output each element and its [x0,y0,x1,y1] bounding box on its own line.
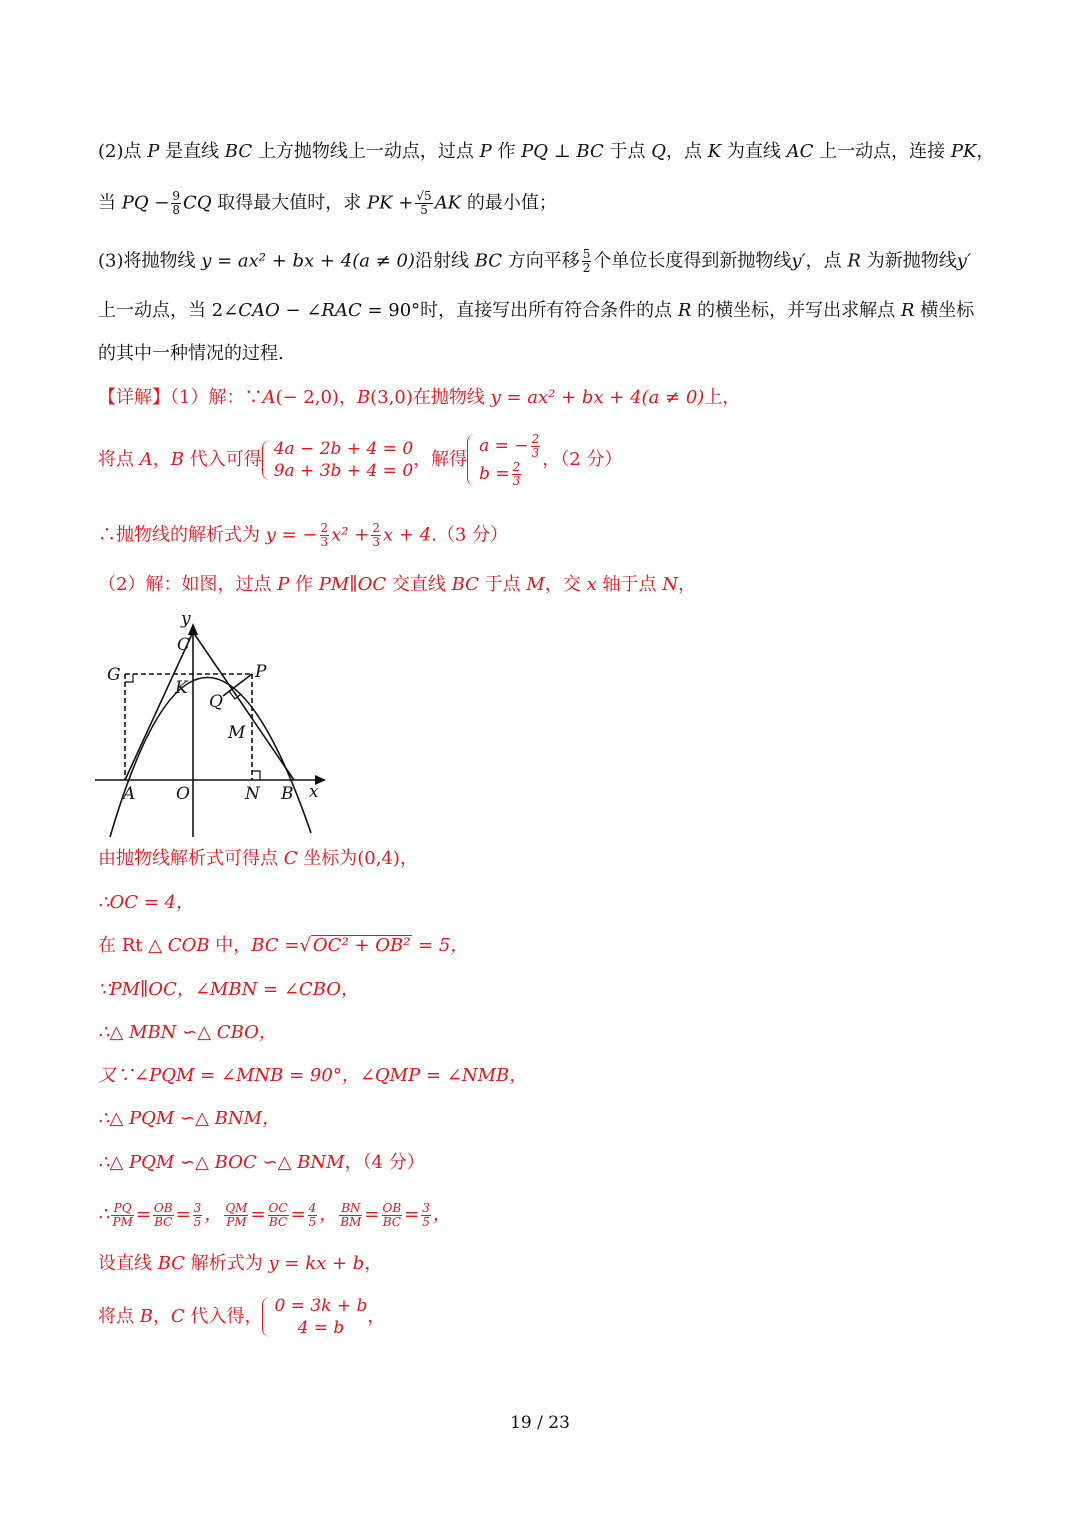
right-angle-n [252,771,260,780]
text: ，（4 分） [344,1152,425,1173]
numerator: 2 [320,521,329,535]
math: PQ − [121,192,170,214]
problem-part3-line2 [98,298,974,324]
numerator: OC [268,1200,288,1215]
equals: = [175,1204,191,1225]
text: ， [367,1306,386,1327]
math: CAO [238,300,280,321]
label-c: C [177,635,191,655]
math: M [526,574,545,595]
text: 方向平移 [502,250,580,272]
text: 于点 [603,141,652,162]
equation-row: 0 = 3k + b [274,1296,368,1316]
math: K [707,141,722,162]
solution-line-6: ∴OC = 4， [98,892,194,913]
math: y = − [265,524,318,546]
math: ∴△ PQM ∽△ BOC ∽△ BNM [98,1152,345,1173]
math: R [677,300,692,321]
brace [262,1297,271,1337]
math: = 5， [412,935,469,956]
brace [467,434,476,486]
math: BC [224,141,253,162]
text: .（3 分） [431,524,509,546]
math: PK + [367,192,414,214]
denominator: 8 [172,203,181,217]
fraction [308,1202,318,1229]
text: 于点 [478,574,527,595]
math: N [662,574,678,595]
solution-line-8: ∵PM∥OC，∠MBN = ∠CBO， [98,979,360,1000]
text: ∴ [98,1204,110,1225]
numerator: 4 [308,1200,317,1215]
denominator: BC [268,1214,288,1229]
fraction [582,248,592,275]
text: 取得最大值时，求 [211,192,368,214]
math: y′ [791,250,806,272]
math: PM∥OC [318,574,387,595]
math: BC = [251,935,300,956]
text: 代入可得 [183,449,262,470]
math: AK [434,192,462,214]
numerator: 5 [582,247,591,261]
numerator: 2 [512,460,521,474]
text: 由抛物线解析式可得点 [98,848,284,869]
denominator: BC [154,1214,173,1229]
math: y′ [956,250,971,272]
equation-system [262,438,413,482]
solution-line-11: ∴△ PQM ∽△ BNM， [98,1108,281,1129]
math: PQ ⊥ BC [521,141,604,162]
math: a = − [479,436,529,456]
equals: = [290,1204,306,1225]
fraction [111,1202,133,1229]
text: ， [152,449,171,470]
sqrt-radicand: OC² + OB² [312,935,411,956]
solution-line-15 [98,1292,385,1342]
fraction [382,1202,403,1229]
text: 个单位长度得到新抛物线 [593,250,792,272]
denominator: 5 [308,1214,317,1229]
denominator: 2 [582,261,591,275]
equals: = [250,1204,266,1225]
label-n: N [245,784,260,804]
solution-line-5 [98,846,418,872]
fraction [415,190,432,217]
label-p: P [255,662,267,682]
equation-system [262,1295,367,1339]
text: (− 2,0)， [275,387,357,408]
label-b: B [281,784,294,804]
problem-part3-line3: 的其中一种情况的过程. [98,343,284,364]
solution-line-1 [98,385,740,411]
figure-labels [107,609,319,804]
figure-lines [95,623,326,837]
text: ， [976,141,995,162]
text: 为新抛物线 [860,250,957,272]
solution-line-13 [98,1198,451,1232]
text: (3,0)在抛物线 [370,387,491,408]
text: ，点 [805,250,848,272]
fraction [224,1202,248,1229]
numerator: 2 [372,521,380,535]
text: ∴抛物线的解析式为 [98,524,266,546]
label-y: y [181,609,191,629]
math: RAC [321,300,362,321]
comma: ， [204,1204,223,1225]
text: 作 [289,574,319,595]
text: 为直线 [721,141,787,162]
problem-part3-line1 [98,248,971,275]
numerator: 3 [193,1200,202,1215]
fraction [512,461,522,488]
text: 的横坐标，并写出求解点 [691,300,901,321]
math: y = kx + b [268,1253,365,1274]
numerator: QM [225,1200,248,1215]
math: PK [950,141,977,162]
text: 作 [491,141,522,162]
text: 上一动点，连接 [813,141,951,162]
denominator: 5 [193,1214,202,1229]
fraction [193,1202,203,1229]
math: P [277,574,290,595]
problem-part2-line1 [98,139,994,165]
math: C [170,1306,185,1327]
math: CQ [183,192,212,214]
numerator: √5 [416,189,432,203]
text: 【详解】（1）解：∵ [98,387,263,408]
label-m: M [228,723,246,743]
fraction [531,433,541,460]
equation-row [479,460,542,488]
text: 设直线 [98,1253,158,1274]
fraction [371,522,381,549]
denominator: 3 [372,535,380,549]
math: BC [474,250,503,272]
text: （2）解：如图，过点 [98,574,278,595]
right-angle-g [125,674,133,682]
text: = 90°时，直接写出所有符合条件的点 [361,300,678,321]
math: BC [157,1253,186,1274]
solution-line-14 [98,1251,382,1277]
math: R [900,300,915,321]
denominator: 5 [422,1214,430,1229]
fraction [320,522,330,549]
math: y = ax² + bx + 4(a ≠ 0) [490,387,705,408]
denominator: PM [112,1214,133,1229]
solution-line-12 [98,1150,425,1176]
solution-line-2 [98,428,622,492]
solution-line-10: 又∵∠PQM = ∠MNB = 90°，∠QMP = ∠NMB， [98,1065,528,1086]
math: Q [651,141,666,162]
equation-row: 4a − 2b + 4 = 0 [273,439,414,459]
math: B [139,1306,153,1327]
text: (2)点 [98,141,148,162]
parabola-figure [95,605,335,845]
math: P [147,141,160,162]
text: 将点 [98,1306,140,1327]
label-o: O [176,784,190,804]
text: 沿射线 [414,250,475,272]
denominator: 3 [512,474,521,488]
text: 是直线 [159,141,225,162]
denominator: BM [340,1214,362,1229]
equals: = [364,1204,380,1225]
math: B [356,387,371,408]
text: 坐标为(0,4)， [297,848,418,869]
fraction [339,1202,362,1229]
line-pq [223,674,252,696]
numerator: PQ [111,1202,133,1216]
math: y = ax² + bx + 4(a ≠ 0) [201,250,415,272]
denominator: BC [382,1214,401,1229]
page-number: 19 / 23 [510,1413,570,1433]
text: 当 [98,192,122,214]
problem-part2-line2 [98,190,557,217]
equation-row: 9a + 3b + 4 = 0 [273,461,414,481]
math: COB [167,935,210,956]
text: 上一动点，当 2∠ [98,300,239,321]
text: ， [364,1253,383,1274]
math: AC [786,141,814,162]
math: x [586,574,597,595]
text: 在 Rt △ [98,935,168,956]
text: 代入得， [184,1306,263,1327]
solution-line-9: ∴△ MBN ∽△ CBO， [98,1022,277,1043]
equation-row: 4 = b [297,1318,345,1338]
brace [262,440,271,480]
equals: = [135,1204,151,1225]
label-g: G [107,665,121,685]
denominator: 3 [320,535,329,549]
solution-line-4 [98,572,696,598]
fraction [153,1202,174,1229]
math: x² + [331,524,370,546]
comma: ， [432,1204,451,1225]
text: ，点 [665,141,708,162]
text: 上方抛物线上一动点，过点 [252,141,480,162]
label-q: Q [209,692,223,712]
text: 横坐标 [914,300,975,321]
math: A [139,449,153,470]
math: P [479,141,492,162]
numerator: BN [341,1200,361,1215]
text: 中， [209,935,252,956]
equals: = [404,1204,420,1225]
equation-system [467,432,542,488]
solution-line-3 [98,522,508,549]
denominator: PM [226,1214,247,1229]
numerator: 9 [172,189,181,203]
math: x + 4 [382,524,432,546]
text: 解析式为 [185,1253,269,1274]
equation-row [479,432,542,460]
denominator: 3 [531,446,540,460]
fraction [171,190,181,217]
text: ，（2 分） [542,449,623,470]
label-a: A [123,784,136,804]
numerator: OB [382,1200,402,1215]
text: ， [677,574,696,595]
text: ，交 [544,574,587,595]
denominator: 5 [420,203,428,217]
text: 的最小值； [461,192,557,214]
text: 将点 [98,449,140,470]
math: B [170,449,184,470]
fraction [268,1202,289,1229]
math: R [847,250,861,272]
text: 轴于点 [596,574,663,595]
text: 交直线 [386,574,452,595]
math: C [283,848,298,869]
sqrt-sign: √ [299,935,311,956]
text: ， [152,1306,171,1327]
comma: ， [319,1204,338,1225]
math: BC [451,574,479,595]
label-k: K [175,678,188,698]
text: 上， [704,387,741,408]
solution-line-7 [98,933,468,959]
text: ，解得 [413,449,468,470]
text: − ∠ [279,300,322,321]
numerator: 2 [531,432,540,446]
numerator: OB [153,1200,173,1215]
label-x: x [309,782,319,802]
math: A [262,387,276,408]
math: b = [479,464,510,484]
numerator: 3 [422,1200,430,1215]
fraction [421,1202,431,1229]
text: (3)将抛物线 [98,250,202,272]
